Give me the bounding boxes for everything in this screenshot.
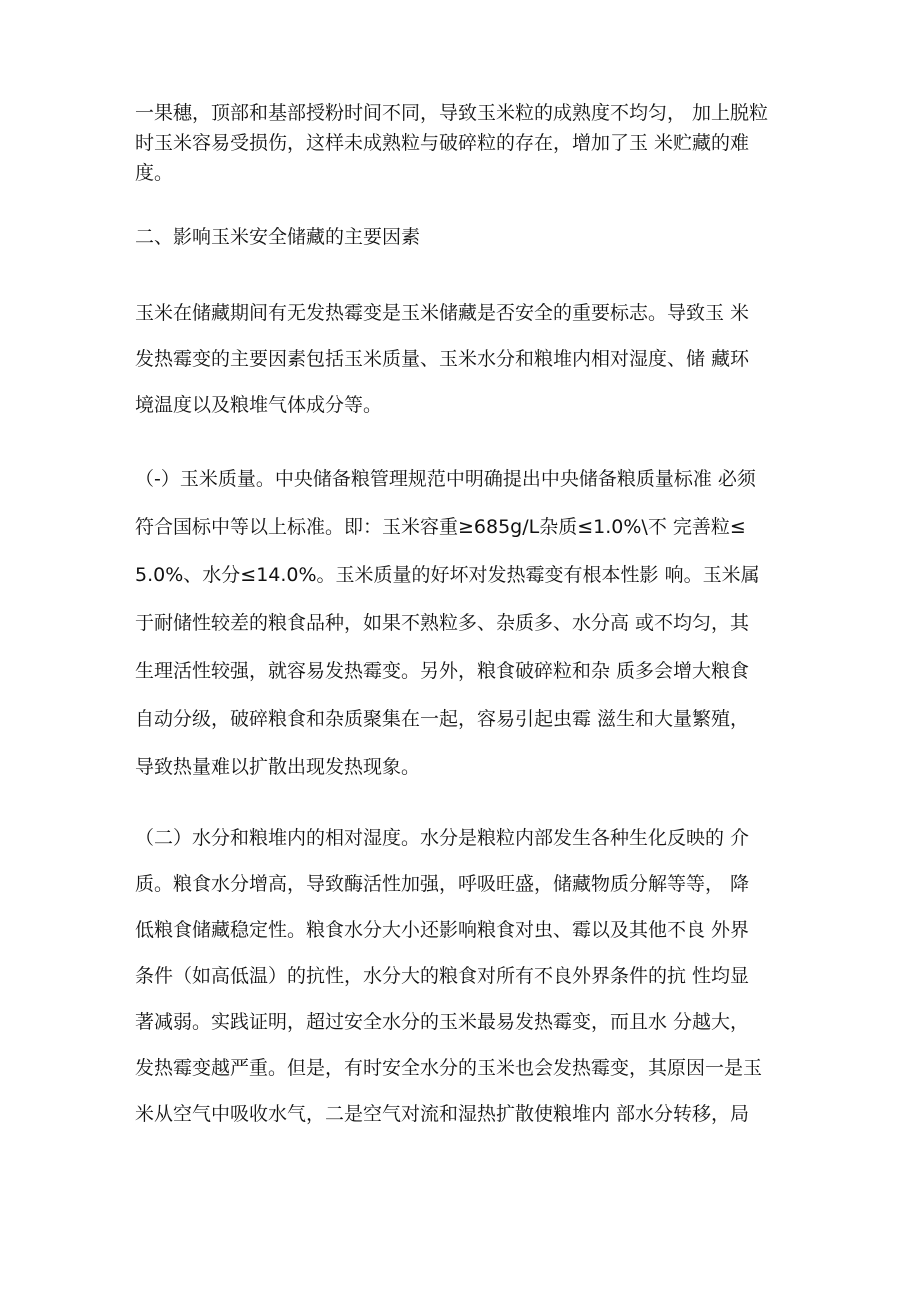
text-line: （-）玉米质量。中央储备粮管理规范中明确提出中央储备粮质量标准 必须: [135, 468, 756, 490]
section-heading: 二、影响玉米安全储藏的主要因素: [135, 226, 421, 248]
text-line: 条件（如高低温）的抗性，水分大的粮食对所有不良外界条件的抗 性均显: [135, 965, 750, 987]
text-line: 米从空气中吸收水气，二是空气对流和湿热扩散使粮堆内 部水分转移，局: [135, 1103, 750, 1125]
text-line: 玉米在储藏期间有无发热霉变是玉米储藏是否安全的重要标志。导致玉 米: [135, 302, 750, 324]
text-line: 导致热量难以扩散出现发热现象。: [135, 756, 421, 778]
text-line: 于耐储性较差的粮食品种，如果不熟粒多、杂质多、水分高 或不均匀，其: [135, 612, 750, 634]
text-line: 符合国标中等以上标准。即：玉米容重≥685g/L杂质≤1.0%\不 完善粒≤: [135, 516, 746, 538]
text-line: 自动分级，破碎粮食和杂质聚集在一起，容易引起虫霉 滋生和大量繁殖，: [135, 708, 750, 730]
text-line: 质。粮食水分增高，导致酶活性加强，呼吸旺盛，储藏物质分解等等， 降: [135, 873, 750, 895]
text-line: 境温度以及粮堆气体成分等。: [135, 394, 383, 416]
paragraph-corn-quality: [135, 455, 805, 791]
text-line: 生理活性较强，就容易发热霉变。另外，粮食破碎粒和杂 质多会增大粮食: [135, 660, 750, 682]
text-line: 发热霉变越严重。但是，有时安全水分的玉米也会发热霉变，其原因一是玉: [135, 1057, 763, 1079]
text-line: 度。: [135, 162, 174, 184]
paragraph-main-factors: [135, 290, 805, 428]
paragraph-grain-maturity: [135, 98, 805, 188]
text-line: 低粮食储藏稳定性。粮食水分大小还影响粮食对虫、霉以及其他不良 外界: [135, 919, 750, 941]
text-line: （二）水分和粮堆内的相对湿度。水分是粮粒内部发生各种生化反映的 介: [135, 827, 750, 849]
text-line: 一果穗，顶部和基部授粉时间不同，导致玉米粒的成熟度不均匀， 加上脱粒: [135, 102, 769, 124]
text-line: 著减弱。实践证明，超过安全水分的玉米最易发热霉变，而且水 分越大，: [135, 1011, 750, 1033]
paragraph-moisture-humidity: [135, 815, 805, 1137]
text-line: 5.0%、水分≤14.0%。玉米质量的好坏对发热霉变有根本性影 响。玉米属: [135, 564, 760, 586]
text-line: 时玉米容易受损伤，这样未成熟粒与破碎粒的存在，增加了玉 米贮藏的难: [135, 132, 750, 154]
text-line: 发热霉变的主要因素包括玉米质量、玉米水分和粮堆内相对湿度、储 藏环: [135, 348, 750, 370]
